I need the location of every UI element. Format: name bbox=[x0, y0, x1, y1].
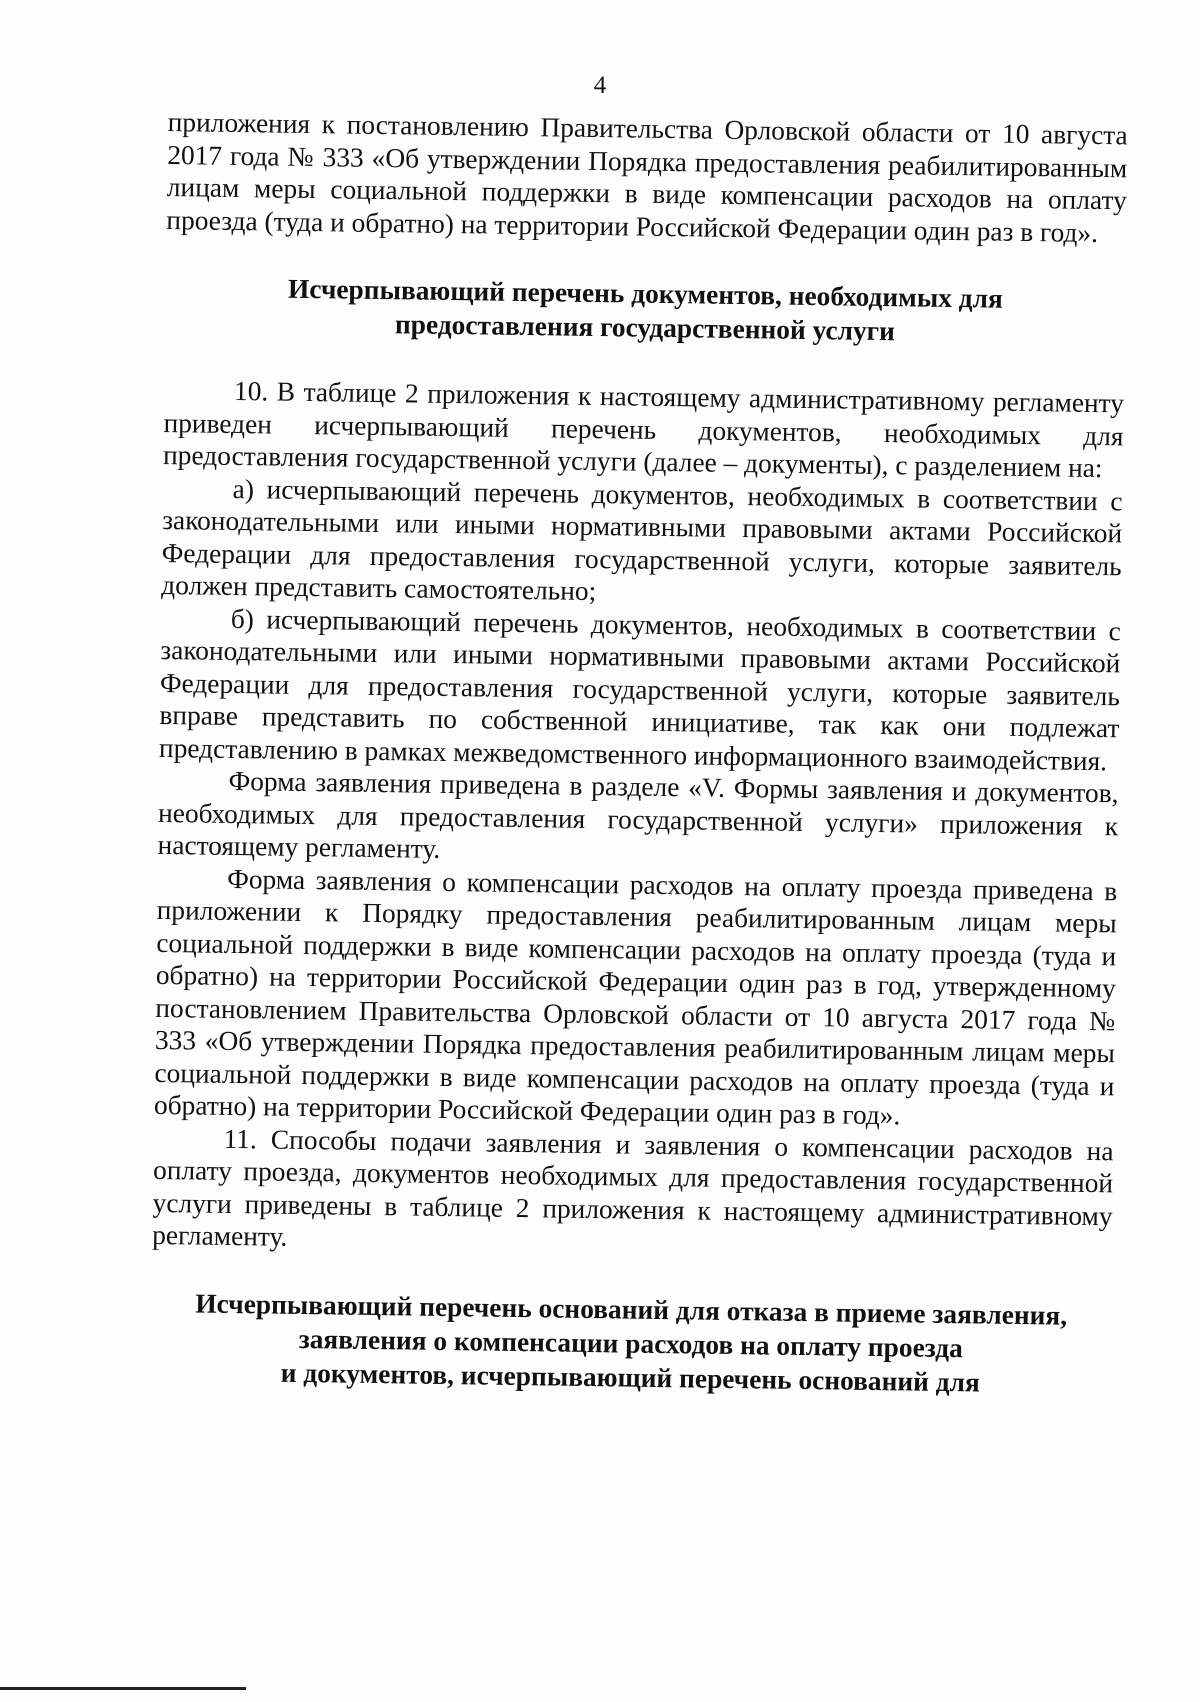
heading-line: заявления о компенсации расходов на оплату проезда bbox=[298, 1323, 964, 1363]
paragraph-10: 10. В таблице 2 приложения к настоящему административному регламенту приведен исчерпывающий перечень документов, необходимых для предоставления государственной услуги (далее – документы), с разделением на: bbox=[162, 375, 1125, 484]
scan-edge-line bbox=[0, 1687, 246, 1690]
page-number: 4 bbox=[593, 72, 607, 99]
paragraph-form-1: Форма заявления приведена в разделе «V. Формы заявления и документов, необходимых для предоставления государственной услуги» приложения к настоящему регламенту. bbox=[157, 765, 1119, 864]
section-heading-documents bbox=[165, 270, 1126, 351]
heading-line: Исчерпывающий перечень документов, необходимых для bbox=[287, 273, 1004, 314]
paragraph-11: 11. Способы подачи заявления и заявления о компенсации расходов на оплату проезда, документов необходимых для предоставления государственной услуги приведены в таблице 2 приложения к настоящему административному регламенту. bbox=[152, 1123, 1114, 1252]
heading-line: и документов, исчерпывающий перечень оснований для bbox=[280, 1357, 981, 1397]
paragraph-form-2: Форма заявления о компенсации расходов на оплату проезда приведена в приложении к Порядку предоставления реабилитированным лицам меры социальной поддержки в виде компенсации расходов на оплату проезда (туда и обратно) на территории Российской Федерации один раз в год, утвержденному постановлением Правительства Орловской области от 10 августа 2017 года № 333 «Об утверждении Порядка предоставления реабилитированным лицам меры социальной поддержки в виде компенсации расходов на оплату проезда (туда и обратно) на территории Российской Федерации один раз в год». bbox=[153, 863, 1118, 1131]
paragraph-10a: а) исчерпывающий перечень документов, необходимых в соответствии с законодательными или иными нормативными правовыми актами Российской Федерации для предоставления государственной услуги, которые заявитель должен представить самостоятельно; bbox=[161, 473, 1123, 607]
heading-line: Исчерпывающий перечень оснований для отказа в приеме заявления, bbox=[195, 1288, 1068, 1331]
paragraph-10b: б) исчерпывающий перечень документов, необходимых в соответствии с законодательными или иными нормативными правовыми актами Российской Федерации для предоставления государственной услуги, которые заявитель вправе представить по собственной инициативе, так как они подлежат представлению в рамках межведомственного информационного взаимодействия. bbox=[158, 603, 1121, 776]
document-body bbox=[150, 106, 1128, 1437]
section-heading-refusal bbox=[150, 1285, 1111, 1400]
intro-paragraph: приложения к постановлению Правительства Орловской области от 10 августа 2017 года № 333 «Об утверждении Порядка предоставления реабилитированным лицам меры социальной поддержки в виде компенсации расходов на оплату проезда (туда и обратно) на территории Российской Федерации один раз в год». bbox=[166, 106, 1128, 248]
heading-line: предоставления государственной услуги bbox=[394, 309, 896, 347]
